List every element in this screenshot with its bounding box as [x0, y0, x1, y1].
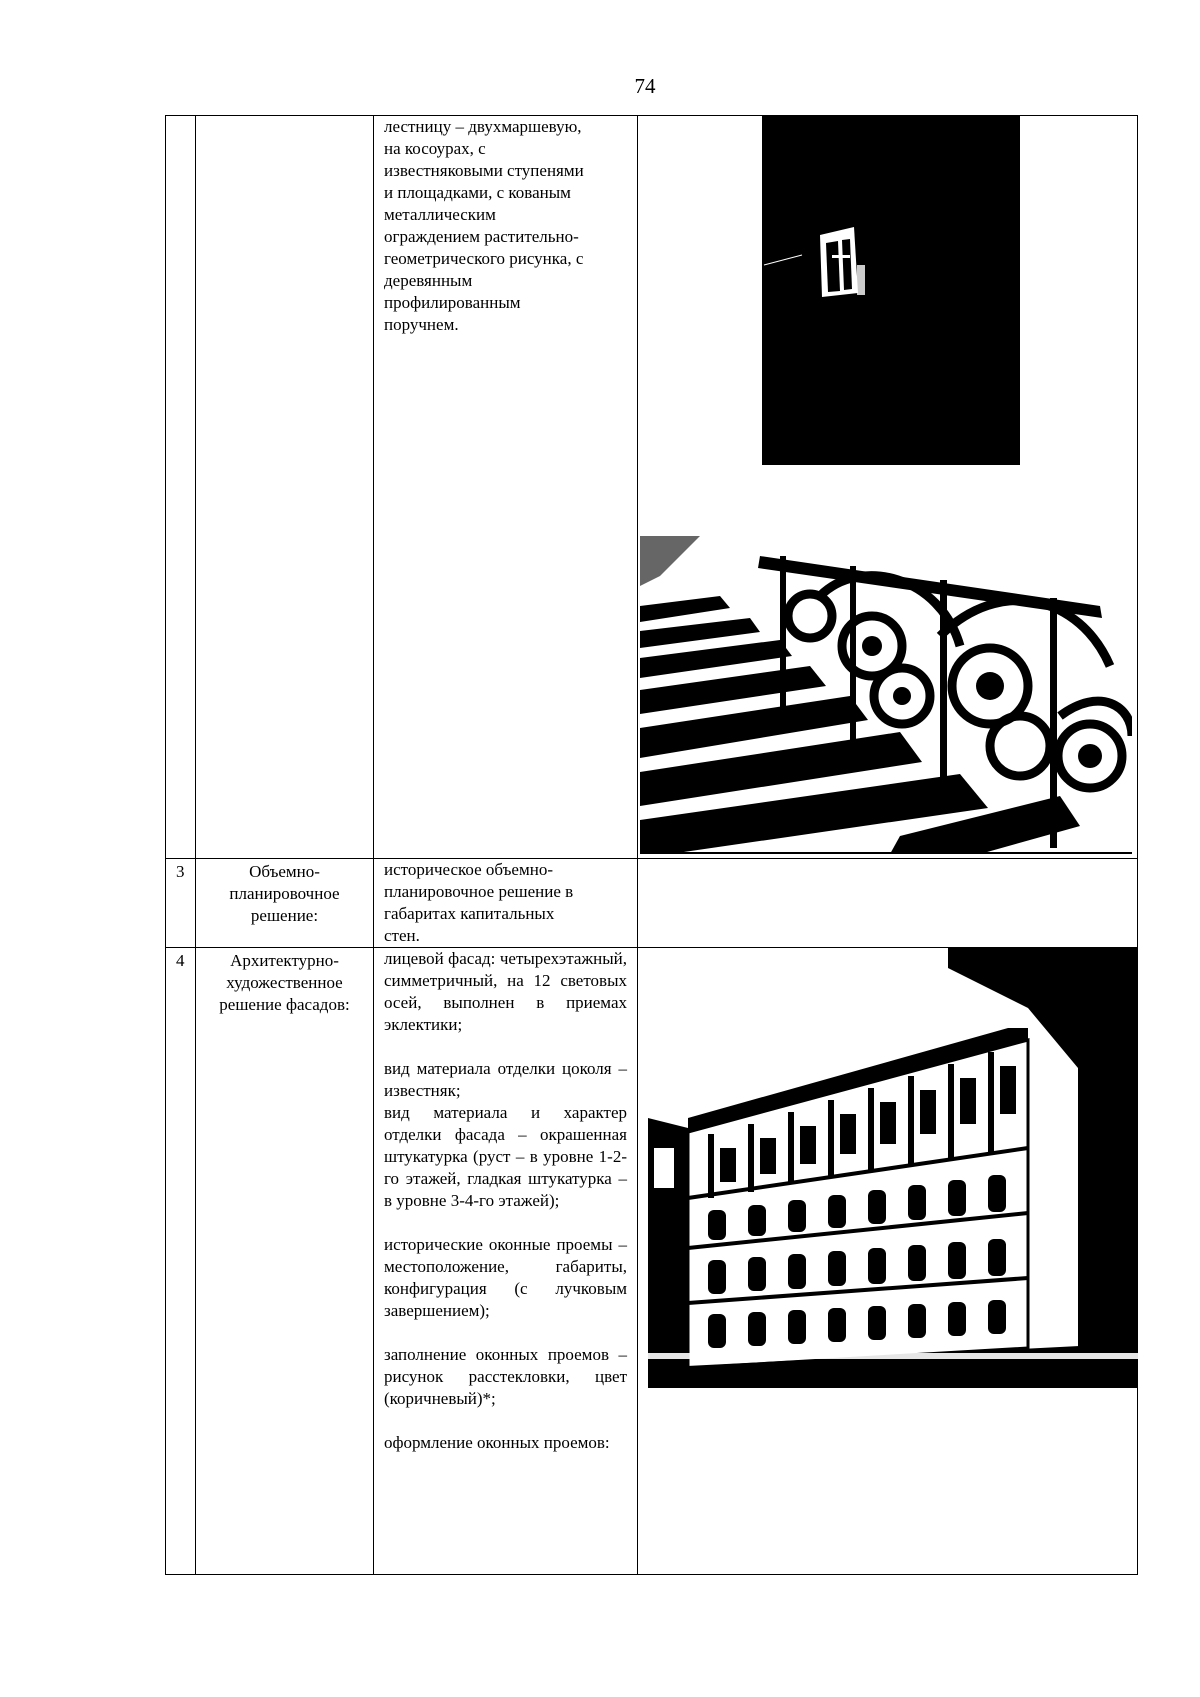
title-line: решение: — [250, 906, 319, 925]
wrought-iron-railing-photo — [640, 536, 1132, 854]
description-paragraph: вид материала и характер отделки фасада – окрашенная штукатурка (руст – в уровне 1-2-го этажей, гладкая штукатурка – в уровне 3-4-го этажей); — [384, 1103, 627, 1210]
description-paragraph: исторические оконные проемы – местоположение, габариты, конфигурация (с лучковым завершением); — [384, 1235, 627, 1320]
description-paragraph: вид материала отделки цоколя – известняк; — [384, 1059, 627, 1100]
row-description — [374, 859, 638, 948]
photo-cell — [638, 948, 1138, 1575]
description-line: на косоурах, с — [384, 139, 486, 158]
row-title — [196, 116, 374, 859]
description-line: деревянным — [384, 271, 473, 290]
row-number: 3 — [166, 859, 196, 948]
description-line: поручнем. — [384, 315, 459, 334]
description-line: лестницу – двухмаршевую, — [384, 117, 582, 136]
photo-cell — [638, 859, 1138, 948]
photo-cell — [638, 116, 1138, 859]
description-line: стен. — [384, 926, 420, 945]
description-paragraph: заполнение оконных проемов – рисунок расстекловки, цвет (коричневый)*; — [384, 1345, 627, 1408]
row-title — [196, 948, 374, 1575]
description-line: профилированным — [384, 293, 521, 312]
title-line: Архитектурно- — [230, 951, 339, 970]
title-line: Объемно- — [249, 862, 320, 881]
table-row — [166, 116, 1138, 859]
description-paragraph: оформление оконных проемов: — [384, 1433, 610, 1452]
row-title — [196, 859, 374, 948]
building-facade-photo — [648, 948, 1138, 1388]
row-number — [166, 116, 196, 859]
title-line: планировочное — [229, 884, 340, 903]
heritage-table — [165, 115, 1138, 1575]
description-line: историческое объемно- — [384, 860, 553, 879]
description-paragraph: лицевой фасад: четырехэтажный, симметричный, на 12 световых осей, выполнен в приемах эклектики; — [384, 949, 627, 1034]
description-line: и площадками, с кованым — [384, 183, 571, 202]
row-description — [374, 948, 638, 1575]
description-line: геометрического рисунка, с — [384, 249, 584, 268]
description-line: габаритах капитальных — [384, 904, 555, 923]
table-row — [166, 948, 1138, 1575]
description-line: ограждением растительно- — [384, 227, 579, 246]
stairwell-window-photo — [762, 115, 1020, 465]
description-line: металлическим — [384, 205, 496, 224]
row-number: 4 — [166, 948, 196, 1575]
description-line: планировочное решение в — [384, 882, 574, 901]
table-row — [166, 859, 1138, 948]
page-number: 74 — [634, 74, 656, 98]
description-line: известняковыми ступенями — [384, 161, 584, 180]
title-line: художественное — [226, 973, 343, 992]
row-description — [374, 116, 638, 859]
title-line: решение фасадов: — [219, 995, 350, 1014]
